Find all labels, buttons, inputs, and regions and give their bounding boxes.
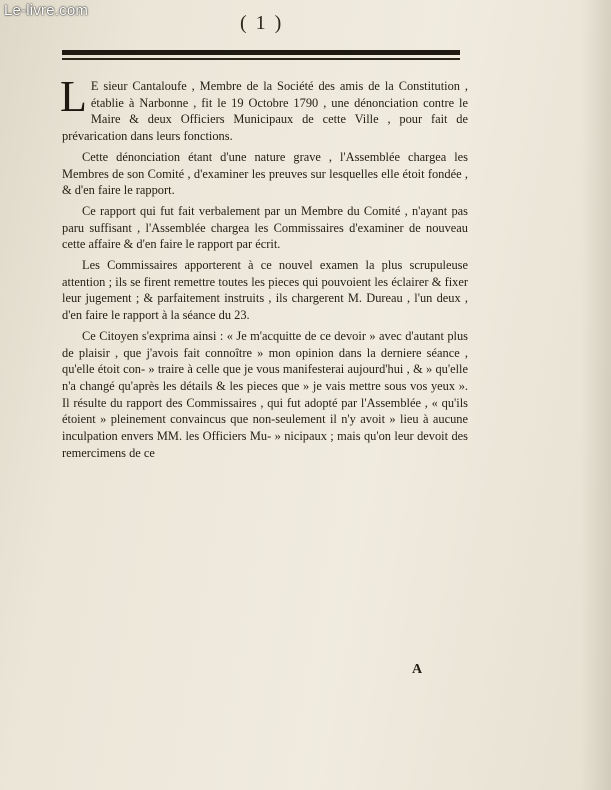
drop-cap: L [60, 72, 87, 121]
watermark: Le-livre.com [4, 2, 89, 19]
header-rule-thin [62, 58, 460, 60]
signature-mark: A [412, 662, 423, 677]
header-rule-thick [62, 50, 460, 55]
page-edge-shadow [581, 0, 611, 790]
paragraph-1 [60, 72, 468, 145]
paragraph-1-text: E sieur Cantaloufe , Membre de la Société des amis de la Constitution , établie à Narbonne , fit le 19 Octobre 1790 , une dénonciation contre le Maire & deux Officiers Municipaux de cette Ville , pour fait de prévarication dans leurs fonctions. [62, 79, 468, 144]
document-body [60, 72, 468, 465]
paragraph-2: Cette dénonciation étant d'une nature grave , l'Assemblée chargea les Membres de son Comité , d'examiner les preuves sur lesquelles elle étoit fondée , & d'en faire le rapport. [62, 149, 468, 198]
paragraph-3: Ce rapport qui fut fait verbalement par un Membre du Comité , n'ayant pas paru suffisant , l'Assemblée chargea les Commissaires d'examiner de nouveau cette affaire & d'en faire le rapport par écrit. [62, 203, 468, 252]
paragraph-4: Les Commissaires apporterent à ce nouvel examen la plus scrupuleuse attention ; ils se firent remettre toutes les pieces qui pouvoient les éclairer & fixer leur jugement ; & parfaitement instruits , ils chargerent M. Dureau , l'un deux , d'en faire le rapport à la séance du 23. [62, 258, 468, 323]
paragraph-5: Ce Citoyen s'exprima ainsi : « Je m'acquitte de ce devoir » avec d'autant plus de plaisir , que j'avois fait connoître » mon opinion dans la derniere séance , qu'elle étoit con- » traire à celle que je vous manifesterai aujourd'hui , & » qu'elle n'a changé qu'après les détails & les pieces que » je vais mettre sous vos yeux ». Il résulte du rapport des Commissaires , qui fut adopté par l'Assemblée , « qu'ils étoient » pleinement convaincus que non-seulement il n'y avoit » lieu à aucune inculpation envers MM. les Officiers Mu- » nicipaux ; mais qu'on leur devoit des remercimens de ce [62, 328, 468, 460]
page-number: ( 1 ) [240, 12, 284, 34]
